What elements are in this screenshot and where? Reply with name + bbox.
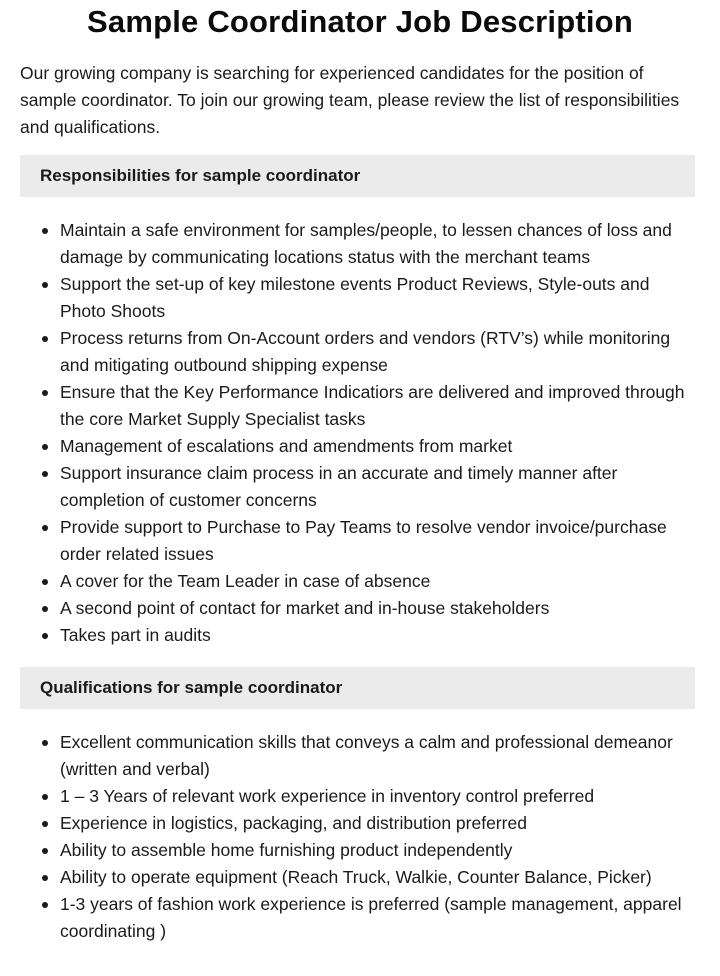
qualifications-header: Qualifications for sample coordinator	[20, 667, 695, 709]
page-title: Sample Coordinator Job Description	[87, 4, 633, 39]
bullet-icon	[42, 579, 48, 585]
bullet-icon	[42, 740, 48, 746]
responsibilities-list	[0, 217, 700, 649]
bullet-icon	[42, 902, 48, 908]
responsibility-item	[60, 217, 700, 271]
qualifications-list	[0, 729, 700, 945]
responsibility-item-text: Support insurance claim process in an accurate and timely manner after completion of customer concerns	[60, 463, 618, 510]
responsibility-item	[60, 271, 700, 325]
qualification-item-text: Ability to operate equipment (Reach Truck, Walkie, Counter Balance, Picker)	[60, 867, 652, 887]
responsibility-item-text: Ensure that the Key Performance Indicatiors are delivered and improved through the core Market Supply Specialist tasks	[60, 382, 685, 429]
bullet-icon	[42, 525, 48, 531]
responsibility-item	[60, 433, 700, 460]
bullet-icon	[42, 282, 48, 288]
bullet-icon	[42, 444, 48, 450]
responsibility-item	[60, 595, 700, 622]
responsibilities-header: Responsibilities for sample coordinator	[20, 155, 695, 197]
bullet-icon	[42, 633, 48, 639]
responsibility-item	[60, 325, 700, 379]
bullet-icon	[42, 848, 48, 854]
qualification-item	[60, 729, 700, 783]
bullet-icon	[42, 821, 48, 827]
responsibility-item-text: Process returns from On-Account orders and vendors (RTV’s) while monitoring and mitigating outbound shipping expense	[60, 328, 671, 375]
responsibility-item-text: A cover for the Team Leader in case of absence	[60, 571, 431, 591]
responsibility-item-text: Support the set-up of key milestone events Product Reviews, Style-outs and Photo Shoots	[60, 274, 650, 321]
qualification-item	[60, 864, 700, 891]
qualification-item-text: 1-3 years of fashion work experience is preferred (sample management, apparel coordinating )	[60, 894, 682, 941]
bullet-icon	[42, 875, 48, 881]
bullet-icon	[42, 336, 48, 342]
responsibility-item-text: Maintain a safe environment for samples/people, to lessen chances of loss and damage by communicating locations status with the merchant teams	[60, 220, 672, 267]
responsibility-item	[60, 514, 700, 568]
intro-paragraph: Our growing company is searching for experienced candidates for the position of sample coordinator. To join our growing team, please review the list of responsibilities and qualifications.	[20, 63, 680, 137]
responsibility-item-text: Provide support to Purchase to Pay Teams to resolve vendor invoice/purchase order related issues	[60, 517, 667, 564]
bullet-icon	[42, 606, 48, 612]
bullet-icon	[42, 390, 48, 396]
bullet-icon	[42, 471, 48, 477]
bullet-icon	[42, 794, 48, 800]
responsibility-item	[60, 379, 700, 433]
qualification-item	[60, 891, 700, 945]
qualification-item	[60, 810, 700, 837]
responsibility-item	[60, 622, 700, 649]
qualification-item	[60, 837, 700, 864]
responsibility-item	[60, 568, 700, 595]
qualification-item	[60, 783, 700, 810]
qualification-item-text: Experience in logistics, packaging, and distribution preferred	[60, 813, 527, 833]
qualification-item-text: Ability to assemble home furnishing product independently	[60, 840, 513, 860]
responsibility-item-text: Takes part in audits	[60, 625, 211, 645]
responsibility-item	[60, 460, 700, 514]
bullet-icon	[42, 228, 48, 234]
qualification-item-text: Excellent communication skills that conveys a calm and professional demeanor (written and verbal)	[60, 732, 673, 779]
responsibility-item-text: Management of escalations and amendments from market	[60, 436, 513, 456]
responsibility-item-text: A second point of contact for market and in-house stakeholders	[60, 598, 550, 618]
qualification-item-text: 1 – 3 Years of relevant work experience in inventory control preferred	[60, 786, 595, 806]
